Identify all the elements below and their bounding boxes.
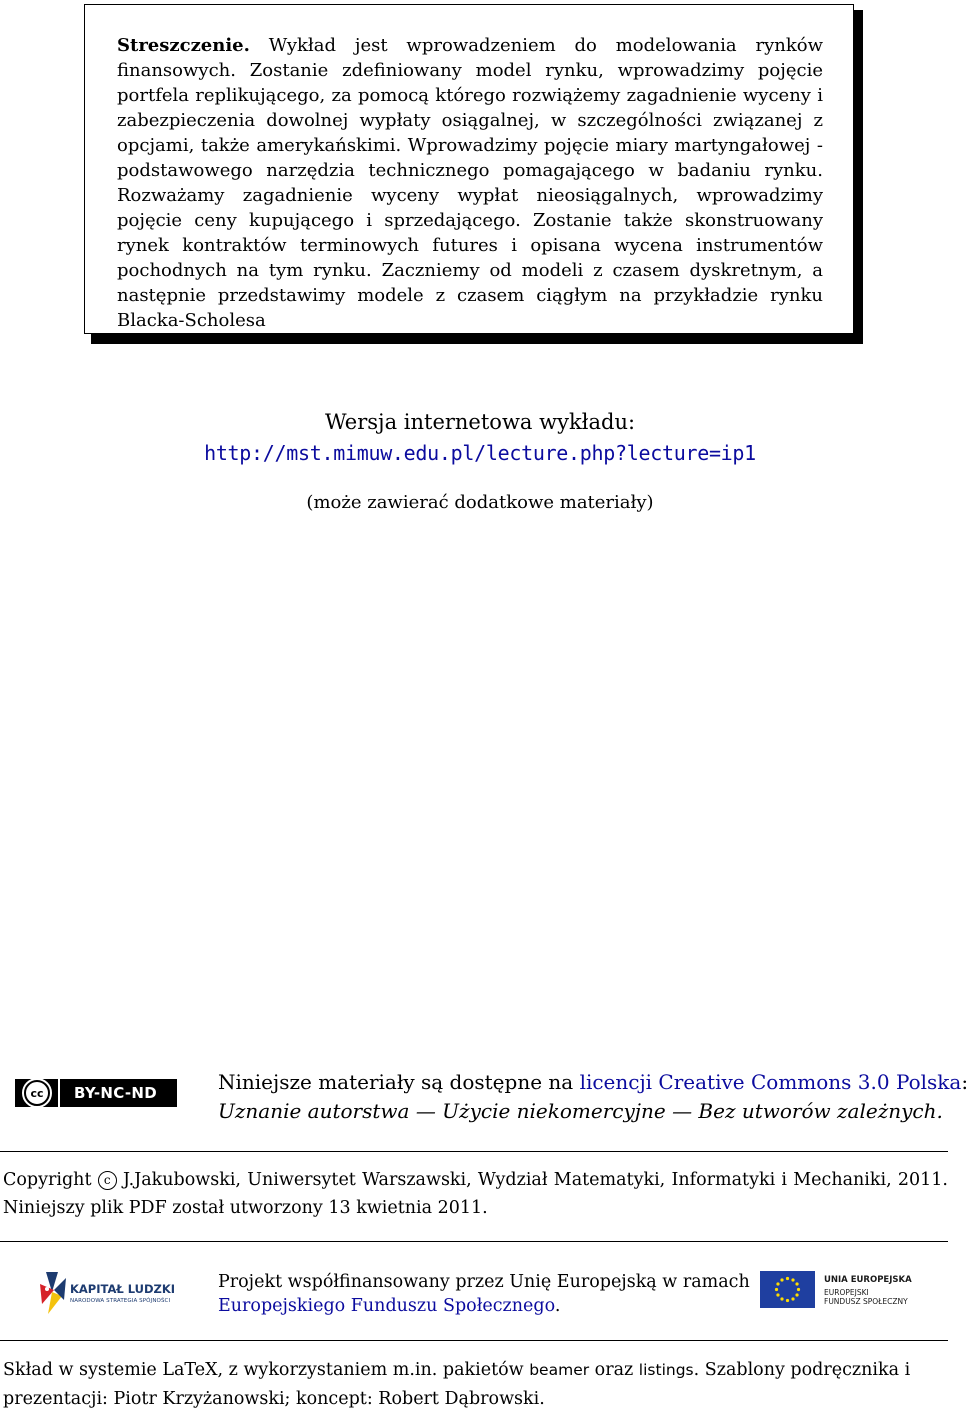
kapital-ludzki-title: KAPITAŁ LUDZKI xyxy=(70,1282,176,1296)
abstract-box xyxy=(84,4,854,334)
badge-divider xyxy=(58,1079,60,1107)
eu-star xyxy=(786,1299,789,1302)
abstract-heading: Streszczenie. xyxy=(117,35,250,56)
copyright-text: J.Jakubowski, Uniwersytet Warszawski, Wydział Matematyki, Informatyki i Mechaniki, 2011. Niniejszy plik PDF został utworzony 13 kwietnia 2011. xyxy=(3,1170,948,1218)
license-statement xyxy=(218,1068,968,1126)
footer-rest: . Szablony podręcznika i prezentacji: Piotr Krzyżanowski; koncept: Robert Dąbrowski. xyxy=(3,1360,911,1409)
eu-star xyxy=(780,1278,783,1281)
divider-2 xyxy=(0,1241,948,1242)
abstract-text: Wykład jest wprowadzeniem do modelowania rynków finansowych. Zostanie zdefiniowany model rynku, wprowadzimy pojęcie portfela replikującego, za pomocą którego rozwiążemy zagadnienie wyceny i zabezpieczenia dowolnej wypłaty osiągalnej, w szczególności związanej z opcjami, także amerykańskimi. Wprowadzimy pojęcie miary martyngałowej - podstawowego narzędzia technicznego pomagającego w badaniu rynku. Rozważamy zagadnienie wyceny wypłat nieosiągalnych, wprowadzimy pojęcie ceny kupującego i sprzedającego. Zostanie także skonstruowany rynek kontraktów terminowych futures i opisana wycena instrumentów pochodnych na tym rynku. Zaczniemy od modeli z czasem dyskretnym, a następnie przedstawimy modele z czasem ciągłym na przykładzie rynku Blacka-Scholesa xyxy=(117,35,823,331)
eu-logo-sub-2: FUNDUSZ SPOŁECZNY xyxy=(824,1297,908,1306)
eu-star xyxy=(780,1297,783,1300)
license-prefix: Niniejsze materiały są dostępne na xyxy=(218,1070,580,1094)
license-link[interactable]: licencji Creative Commons 3.0 Polska xyxy=(579,1070,962,1094)
footer-oraz: oraz xyxy=(589,1360,639,1380)
project-funding-text xyxy=(218,1270,750,1318)
divider-1 xyxy=(0,1151,948,1152)
license-suffix: : xyxy=(961,1070,968,1094)
kapital-ludzki-subtitle: NARODOWA STRATEGIA SPÓJNOŚCI xyxy=(70,1298,171,1304)
eu-logo-subtitle xyxy=(824,1288,908,1306)
lecture-url-link[interactable]: http://mst.mimuw.edu.pl/lecture.php?lecture=ip1 xyxy=(204,441,756,465)
license-line-2: Uznanie autorstwa — Użycie niekomercyjne — Bez utworów zależnych. xyxy=(218,1099,943,1123)
eu-logo-title: UNIA EUROPEJSKA xyxy=(824,1275,912,1285)
badge-text: BY-NC-ND xyxy=(74,1084,158,1102)
copyright-notice xyxy=(3,1166,948,1222)
cc-by-nc-nd-badge[interactable] xyxy=(15,1079,177,1107)
project-line-2-suffix: . xyxy=(554,1296,561,1316)
project-line-2 xyxy=(218,1294,750,1318)
divider-3 xyxy=(0,1340,948,1341)
eu-star xyxy=(776,1282,779,1285)
copyright-icon: c xyxy=(98,1171,117,1190)
online-version-title: Wersja internetowa wykładu: xyxy=(324,410,636,434)
footer-mid: , z wykorzystaniem m.in. pakietów xyxy=(217,1360,530,1380)
footer-prefix: Skład w systemie xyxy=(3,1360,163,1380)
package-listings: listings xyxy=(638,1361,694,1379)
latex-logo: LaTeX xyxy=(162,1360,218,1380)
eu-flag-icon xyxy=(760,1271,815,1308)
package-beamer: beamer xyxy=(529,1361,590,1379)
license-line-1 xyxy=(218,1068,968,1097)
efs-link[interactable]: Europejskiego Funduszu Społecznego xyxy=(218,1296,555,1316)
eu-star xyxy=(795,1282,798,1285)
eu-star xyxy=(797,1288,800,1291)
eu-star xyxy=(795,1293,798,1296)
project-line-1: Projekt współfinansowany przez Unię Europejską w ramach xyxy=(218,1272,750,1292)
eu-star xyxy=(786,1277,789,1280)
eu-logo-sub-1: EUROPEJSKI xyxy=(824,1288,869,1297)
eu-star xyxy=(775,1288,778,1291)
eu-star xyxy=(791,1297,794,1300)
eu-star xyxy=(791,1278,794,1281)
online-version-note: (może zawierać dodatkowe materiały) xyxy=(306,492,654,513)
footer-typesetting-note xyxy=(3,1356,948,1414)
copyright-prefix: Copyright xyxy=(3,1170,92,1190)
cc-logo-icon: cc xyxy=(24,1080,50,1106)
eu-star xyxy=(776,1293,779,1296)
